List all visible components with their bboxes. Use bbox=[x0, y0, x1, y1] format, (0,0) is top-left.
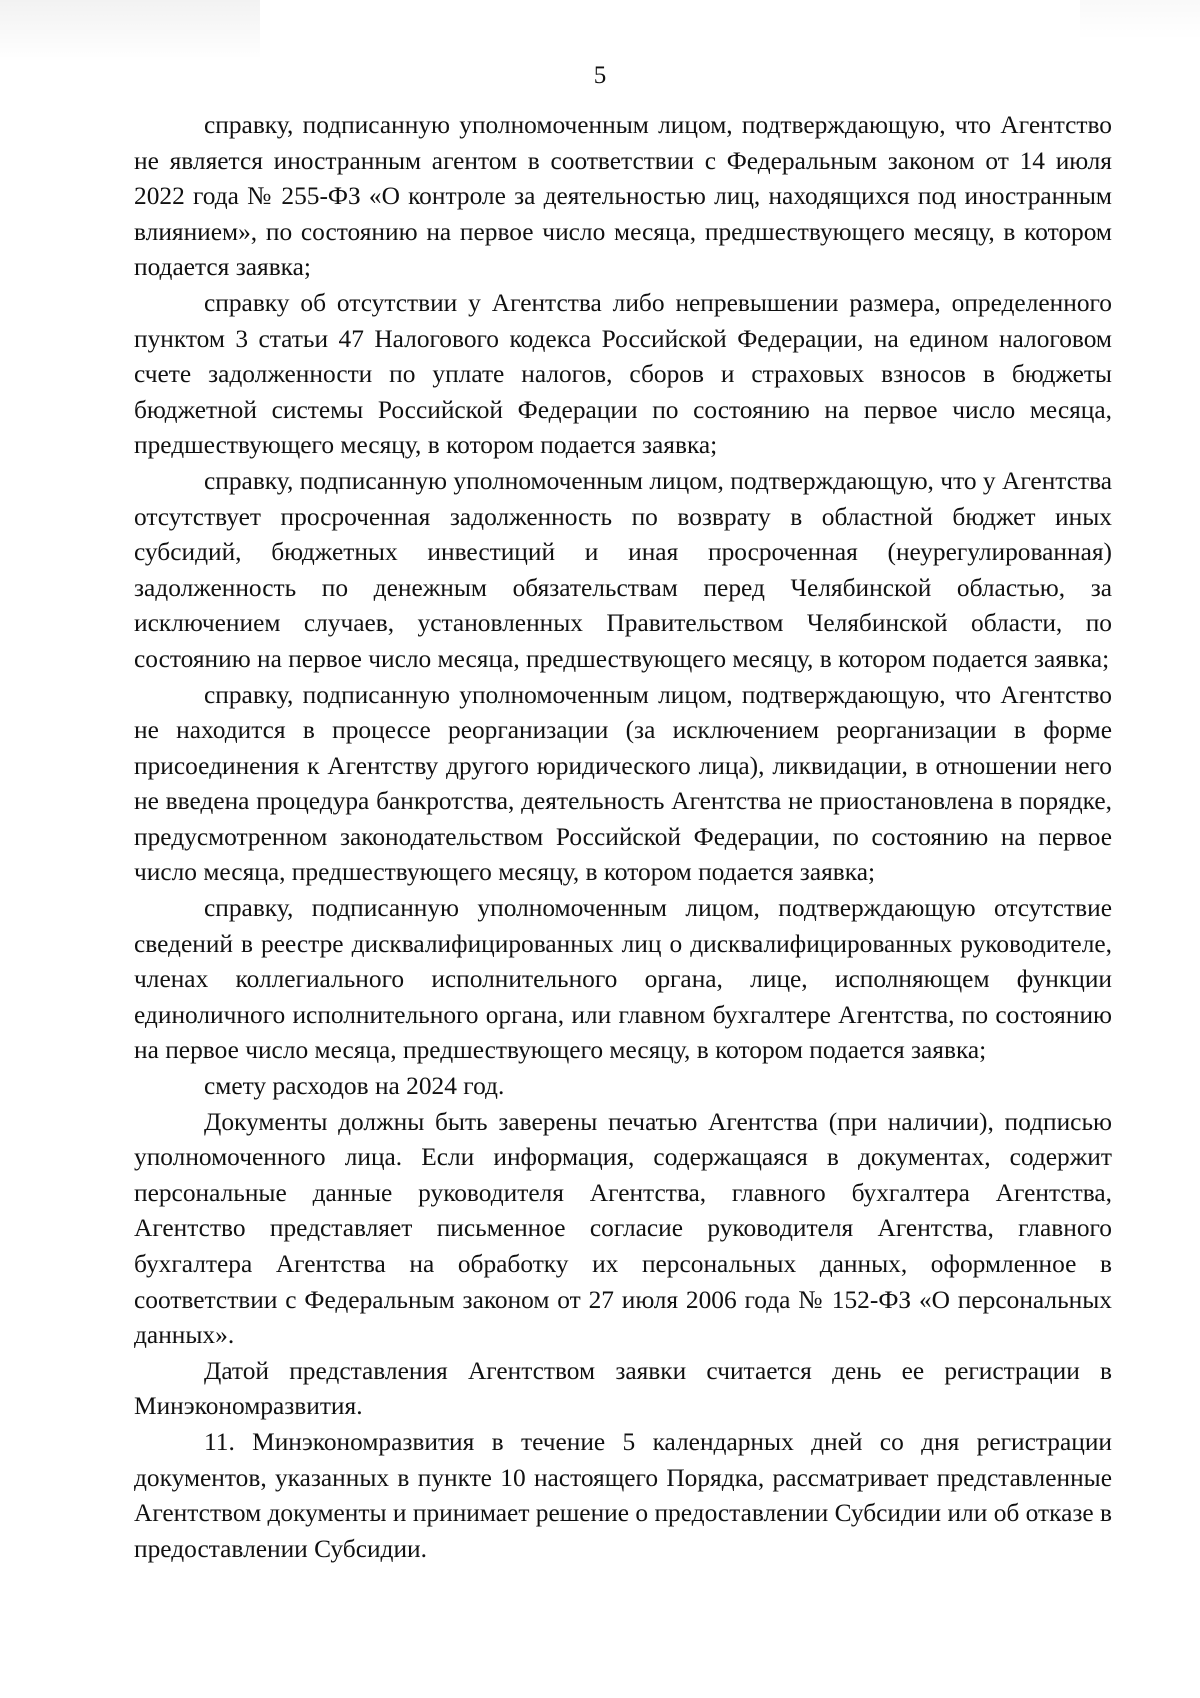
document-body bbox=[134, 108, 1112, 1567]
paragraph-reorganization-certificate: справку, подписанную уполномоченным лицом, подтверждающую, что Агентство не находится в процессе реорганизации (за исключением реорганизации в форме присоединения к Агентству другого юридического лица), ликвидации, в отношении него не введена процедура банкротства, деятельность Агентства не приостановлена в порядке, предусмотренном законодательством Российской Федерации, по состоянию на первое число месяца, предшествующего месяцу, в котором подается заявка; bbox=[134, 680, 1112, 887]
paragraph-tax-debt-certificate: справку об отсутствии у Агентства либо непревышении размера, определенного пунктом 3 статьи 47 Налогового кодекса Российской Федерации, на едином налоговом счете задолженности по уплате налогов, сборов и страховых взносов в бюджеты бюджетной системы Российской Федерации по состоянию на первое число месяца, предшествующего месяцу, в котором подается заявка; bbox=[134, 288, 1112, 460]
scan-artifact bbox=[0, 0, 260, 60]
paragraph-disqualification-certificate: справку, подписанную уполномоченным лицом, подтверждающую отсутствие сведений в реестре дисквалифицированных лиц о дисквалифицированных руководителе, членах коллегиального исполнительного органа, лице, исполняющем функции единоличного исполнительного органа, или главном бухгалтере Агентства, по состоянию на первое число месяца, предшествующего месяцу, в котором подается заявка; bbox=[134, 894, 1112, 1065]
paragraph-submission-date: Датой представления Агентством заявки считается день ее регистрации в Минэкономразвития. bbox=[134, 1356, 1112, 1421]
paragraph-overdue-debt-certificate: справку, подписанную уполномоченным лицом, подтверждающую, что у Агентства отсутствует просроченная задолженность по возврату в областной бюджет иных субсидий, бюджетных инвестиций и иная просроченная (неурегулированная) задолженность по денежным обязательствам перед Челябинской областью, за исключением случаев, установленных Правительством Челябинской области, по состоянию на первое число месяца, предшествующего месяцу, в котором подается заявка; bbox=[134, 466, 1112, 673]
paragraph-foreign-agent-certificate: справку, подписанную уполномоченным лицом, подтверждающую, что Агентство не является иностранным агентом в соответствии с Федеральным законом от 14 июля 2022 года № 255-ФЗ «О контроле за деятельностью лиц, находящихся под иностранным влиянием», по состоянию на первое число месяца, предшествующего месяцу, в котором подается заявка; bbox=[134, 111, 1112, 282]
paragraph-item-11: 11. Минэкономразвития в течение 5 календарных дней со дня регистрации документов, указанных в пункте 10 настоящего Порядка, рассматривает представленные Агентством документы и принимает решение о предоставлении Субсидии или об отказе в предоставлении Субсидии. bbox=[134, 1427, 1112, 1563]
paragraph-expense-estimate: смету расходов на 2024 год. bbox=[204, 1072, 505, 1101]
scan-artifact bbox=[1080, 0, 1200, 40]
page-number: 5 bbox=[593, 62, 607, 89]
paragraph-document-certification: Документы должны быть заверены печатью Агентства (при наличии), подписью уполномоченного лица. Если информация, содержащаяся в документах, содержит персональные данные руководителя Агентства, главного бухгалтера Агентства, Агентство представляет письменное согласие руководителя Агентства, главного бухгалтера Агентства на обработку их персональных данных, оформленное в соответствии с Федеральным законом от 27 июля 2006 года № 152-ФЗ «О персональных данных». bbox=[134, 1107, 1112, 1350]
